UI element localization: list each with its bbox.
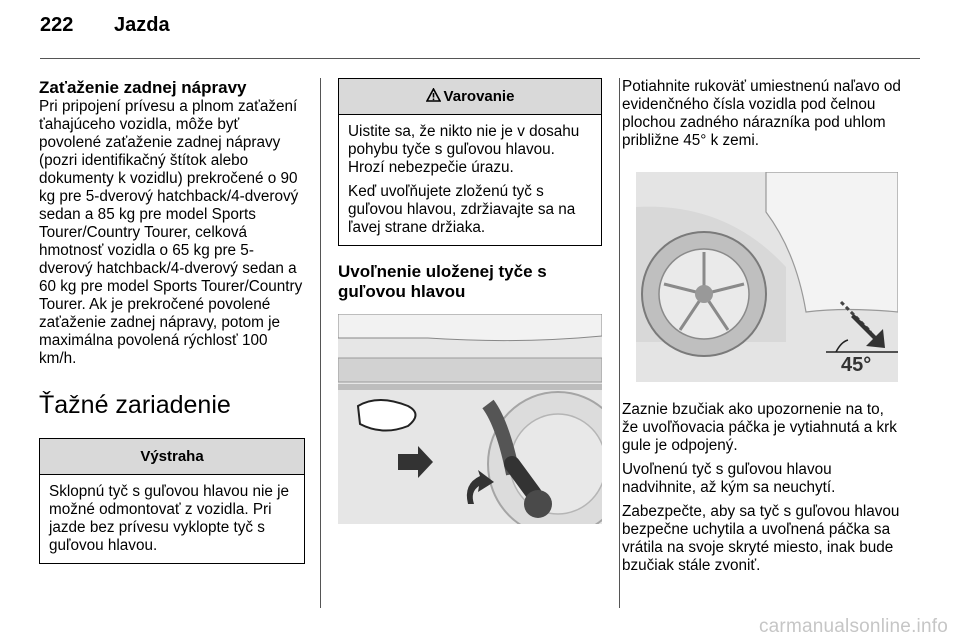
notice-text: Sklopnú tyč s guľovou hlavou nie je možné odmontovať z vozidla. Pri jazde bez prívesu vyklopte tyč s guľovou hlavou. bbox=[49, 483, 290, 554]
lift-paragraph: Uvoľnenú tyč s guľovou hlavou nadvihnite, až kým sa neuchytí. bbox=[622, 461, 836, 496]
warning-body bbox=[339, 115, 601, 245]
warning-title: Varovanie bbox=[443, 88, 515, 105]
pull-handle-paragraph: Potiahnite rukoväť umiestnenú naľavo od evidenčného čísla vozidla pod čelnou plochou zadného nárazníka pod uhlom približne 45° k zemi. bbox=[622, 78, 901, 149]
towing-heading: Ťažné zariadenie bbox=[39, 391, 231, 419]
buzzer-paragraph: Zaznie bzučiak ako upozornenie na to, že uvoľňovacia páčka je vytiahnutá a krk gule je odpojený. bbox=[622, 401, 897, 454]
secure-paragraph: Zabezpečte, aby sa tyč s guľovou hlavou bezpečne uchytila a uvoľnená páčka sa vrátila na svoje skryté miesto, inak bude bzučiak stále zvoniť. bbox=[622, 503, 900, 574]
column-divider-1 bbox=[320, 78, 321, 608]
axle-load-subheading: Zaťaženie zadnej nápravy bbox=[39, 78, 247, 97]
warning-triangle-icon bbox=[426, 79, 441, 114]
page-number: 222 bbox=[40, 14, 74, 36]
warning-text-2: Keď uvoľňujete zloženú tyč s guľovou hlavou, zdržiavajte sa na ľavej strane držiaka. bbox=[348, 183, 576, 236]
notice-box bbox=[39, 438, 305, 564]
warning-text-1: Uistite sa, že nikto nie je v dosahu pohybu tyče s guľovou hlavou. Hrozí nebezpečie úrazu. bbox=[348, 123, 580, 176]
handle-angle-illustration bbox=[636, 172, 898, 382]
ball-bar-illustration bbox=[338, 314, 602, 524]
column-2 bbox=[338, 78, 602, 524]
release-subheading: Uvoľnenie uloženej tyče s guľovou hlavou bbox=[338, 262, 547, 301]
warning-box bbox=[338, 78, 602, 246]
section-title: Jazda bbox=[114, 14, 170, 36]
page-header bbox=[40, 14, 170, 37]
column-1 bbox=[39, 78, 305, 564]
column-3 bbox=[622, 78, 904, 575]
column-divider-2 bbox=[619, 78, 620, 608]
watermark: carmanualsonline.info bbox=[758, 616, 948, 637]
warning-header bbox=[339, 79, 601, 115]
angle-label: 45° bbox=[841, 354, 872, 376]
header-rule bbox=[40, 58, 920, 59]
notice-title: Výstraha bbox=[40, 439, 304, 475]
axle-load-paragraph: Pri pripojení prívesu a plnom zaťažení ťahajúceho vozidla, môže byť povolené zaťaženie zadnej nápravy (pozri identifikačný štítok alebo dokumenty k vozidlu) prekročené o 90 kg pre 5-dverový hatchback/4-dverový sedan a 85 kg pre model Sports Tourer/Country Tourer, celková hmotnosť vozidla o 65 kg pre 5-dverový hatchback/4-dverový sedan a 60 kg pre model Sports Tourer/Country Tourer. Ak je prekročené povolené zaťaženie zadnej nápravy, potom je maximálna povolená rýchlosť 100 km/h. bbox=[39, 98, 303, 367]
